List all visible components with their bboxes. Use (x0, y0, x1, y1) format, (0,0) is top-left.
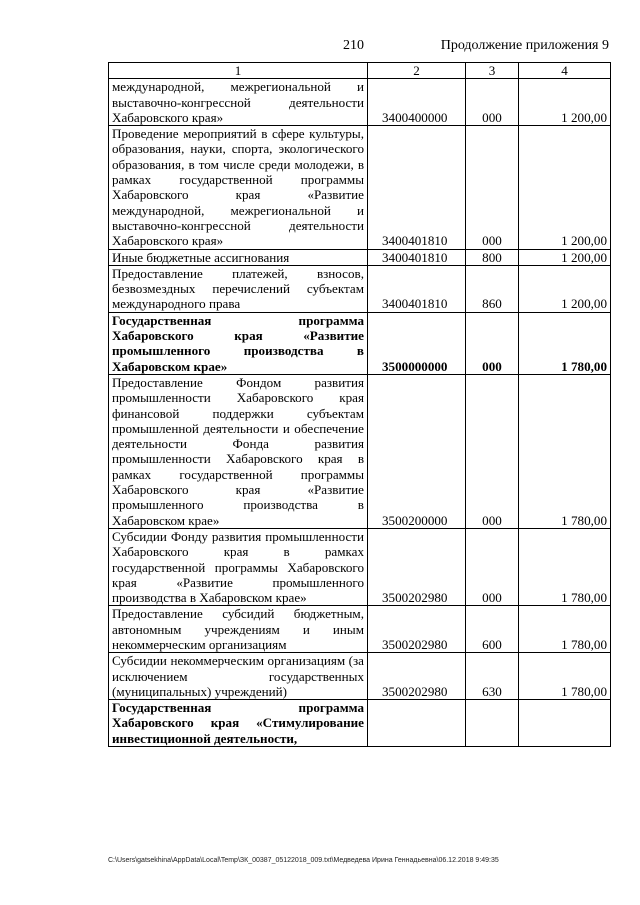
row-target-code: 3400401810 (368, 126, 466, 249)
table-row-program (109, 700, 611, 747)
row-expense-type: 860 (466, 265, 519, 312)
row-name: Проведение мероприятий в сфере культуры, образования, науки, спорта, экологического образования, в том числе среди молодежи, в рамках государственной программы Хабаровского края «Развитие международной, межрегиональной и выставочно-конгрессной деятельности Хабаровского края» (109, 126, 368, 249)
table-row (109, 653, 611, 700)
file-path-footer: C:\Users\gatsekhina\AppData\Local\Temp\ЗК_00387_05122018_009.txt\Медведева Ирина Геннадьевна\06.12.2018 9:49:35 (108, 857, 499, 864)
table-row (109, 528, 611, 605)
column-header: 3 (466, 63, 519, 79)
row-amount: 1 200,00 (519, 126, 611, 249)
row-expense-type: 630 (466, 653, 519, 700)
row-target-code (368, 700, 466, 747)
row-name: Иные бюджетные ассигнования (109, 249, 368, 265)
row-name: Государственная программа Хабаровского края «Развитие промышленного производства в Хабаровском крае» (109, 312, 368, 374)
row-amount: 1 780,00 (519, 653, 611, 700)
budget-table (108, 62, 611, 747)
table-row (109, 374, 611, 528)
row-expense-type: 800 (466, 249, 519, 265)
row-amount: 1 780,00 (519, 374, 611, 528)
row-target-code: 3500202980 (368, 528, 466, 605)
row-name: Предоставление платежей, взносов, безвозмездных перечислений субъектам международного права (109, 265, 368, 312)
table-row (109, 249, 611, 265)
row-amount: 1 780,00 (519, 606, 611, 653)
table-row-program (109, 312, 611, 374)
row-name: Предоставление Фондом развития промышленности Хабаровского края финансовой поддержки субъектам промышленной деятельности и обеспечение деятельности Фонда развития промышленности Хабаровского края в рамках государственной программы Хабаровского края «Развитие промышленного производства в Хабаровском крае» (109, 374, 368, 528)
row-target-code: 3500202980 (368, 606, 466, 653)
row-expense-type: 000 (466, 528, 519, 605)
row-amount (519, 700, 611, 747)
row-expense-type (466, 700, 519, 747)
row-amount: 1 780,00 (519, 312, 611, 374)
row-target-code: 3400401810 (368, 249, 466, 265)
row-expense-type: 000 (466, 79, 519, 126)
row-target-code: 3500200000 (368, 374, 466, 528)
table-row (109, 606, 611, 653)
table-row (109, 79, 611, 126)
table-row (109, 126, 611, 249)
row-name: международной, межрегиональной и выставочно-конгрессной деятельности Хабаровского края» (109, 79, 368, 126)
table-header-row (109, 63, 611, 79)
row-target-code: 3500000000 (368, 312, 466, 374)
row-amount: 1 200,00 (519, 249, 611, 265)
row-amount: 1 200,00 (519, 79, 611, 126)
row-expense-type: 000 (466, 312, 519, 374)
row-amount: 1 200,00 (519, 265, 611, 312)
row-name: Субсидии некоммерческим организациям (за исключением государственных (муниципальных) учреждений) (109, 653, 368, 700)
row-target-code: 3400400000 (368, 79, 466, 126)
row-name: Предоставление субсидий бюджетным, автономным учреждениям и иным некоммерческим организациям (109, 606, 368, 653)
row-name: Субсидии Фонду развития промышленности Хабаровского края в рамках государственной программы Хабаровского края «Развитие промышленного производства в Хабаровском крае» (109, 528, 368, 605)
row-expense-type: 000 (466, 126, 519, 249)
row-name: Государственная программа Хабаровского края «Стимулирование инвестиционной деятельности, (109, 700, 368, 747)
row-expense-type: 600 (466, 606, 519, 653)
row-target-code: 3500202980 (368, 653, 466, 700)
column-header: 4 (519, 63, 611, 79)
column-header: 2 (368, 63, 466, 79)
table-row (109, 265, 611, 312)
row-expense-type: 000 (466, 374, 519, 528)
column-header: 1 (109, 63, 368, 79)
row-amount: 1 780,00 (519, 528, 611, 605)
page-number: 210 (343, 38, 364, 53)
row-target-code: 3400401810 (368, 265, 466, 312)
appendix-continuation-label: Продолжение приложения 9 (440, 38, 609, 53)
